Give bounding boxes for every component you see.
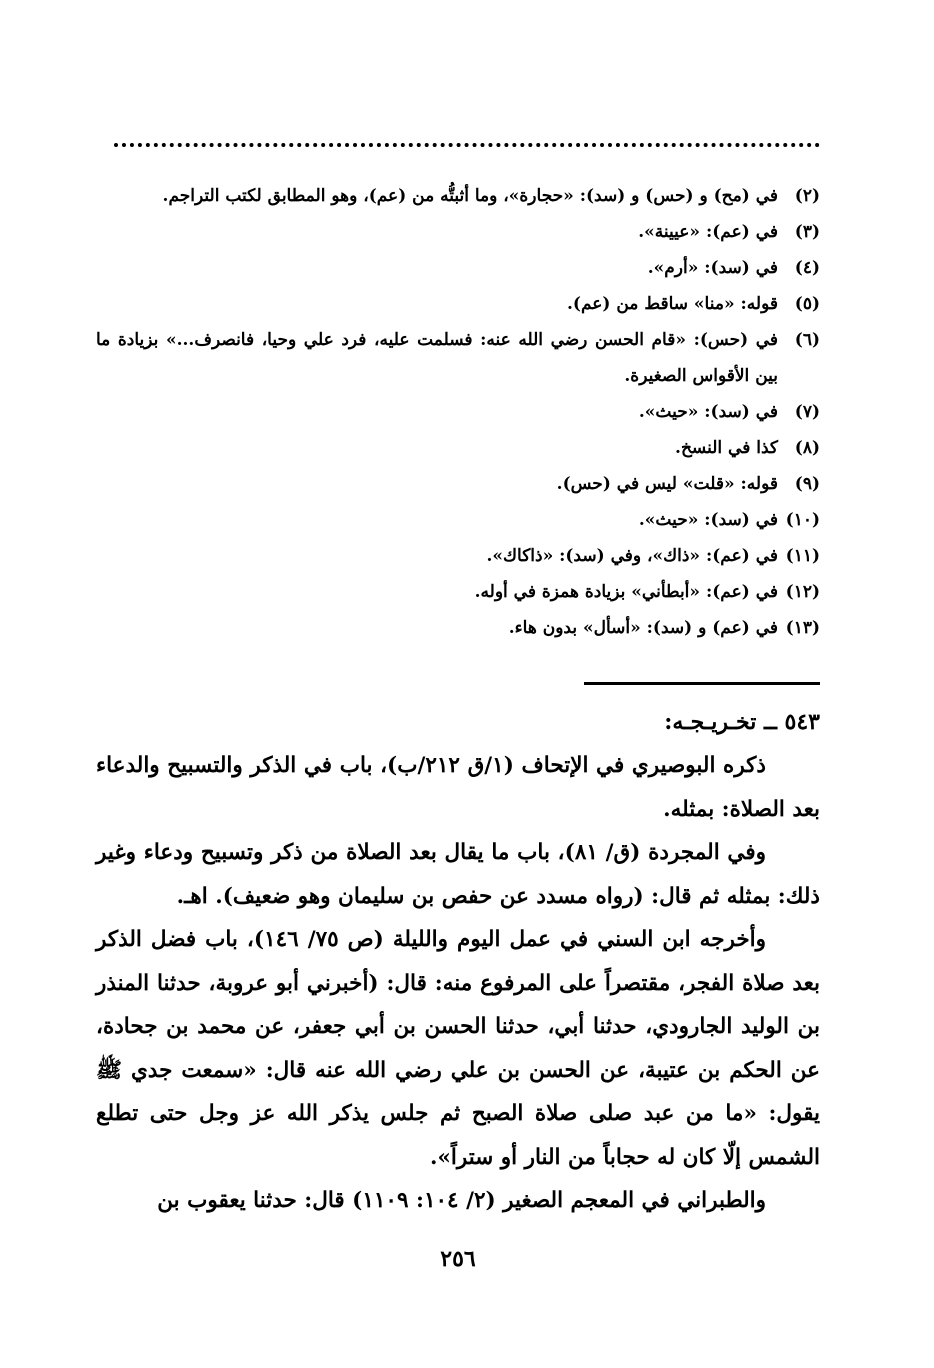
footnote-text: في (حس): «قام الحسن رضي الله عنه: فسلمت عليه، فرد علي وحيا، فانصرف...» بزيادة ما بين الأقواس الصغيرة. xyxy=(96,330,778,386)
footnote-number: (٤) xyxy=(794,258,820,278)
section-divider xyxy=(584,682,820,685)
footnote-item xyxy=(96,610,820,646)
footnote-text: في (عم): «أبطأني» بزيادة همزة في أوله. xyxy=(474,582,778,602)
footnote-number: (٥) xyxy=(794,294,820,314)
footnote-text: في (سد): «حيث». xyxy=(638,402,778,422)
footnote-text: في (سد): «حيث». xyxy=(638,510,778,530)
footnote-item xyxy=(96,394,820,430)
footnote-number: (٢) xyxy=(794,186,820,206)
dotted-separator xyxy=(114,143,820,147)
paragraph: والطبراني في المعجم الصغير (٢/ ١٠٤: ١١٠٩) قال: حدثنا يعقوب بن xyxy=(157,1188,766,1213)
book-page xyxy=(96,0,820,1368)
footnote-item xyxy=(96,502,820,538)
footnote-text: قوله: «قلت» ليس في (حس). xyxy=(556,474,778,494)
footnote-item xyxy=(96,538,820,574)
footnote-text: قوله: «منا» ساقط من (عم). xyxy=(566,294,778,314)
footnote-item xyxy=(96,574,820,610)
footnote-number: (٨) xyxy=(794,438,820,458)
footnote-text: في (عم): «عيينة». xyxy=(638,222,778,242)
footnote-text: في (عم) و (سد): «أسأل» بدون هاء. xyxy=(508,618,778,638)
footnote-item xyxy=(96,250,820,286)
footnote-text: في (عم): «ذاك»، وفي (سد): «ذاكاك». xyxy=(486,546,778,566)
paragraph: وفي المجردة (ق/ ٨١)، باب ما يقال بعد الصلاة من ذكر وتسبيح ودعاء وغير ذلك: بمثله ثم قال: (رواه مسدد عن حفص بن سليمان وهو ضعيف). اهـ. xyxy=(96,840,820,909)
footnote-number: (٩) xyxy=(794,474,820,494)
main-text xyxy=(96,744,820,1223)
footnote-number: (١٣) xyxy=(785,618,820,638)
footnote-item xyxy=(96,322,820,394)
footnote-item xyxy=(96,430,820,466)
footnote-number: (١٠) xyxy=(785,510,820,530)
footnote-item xyxy=(96,178,820,214)
footnote-number: (٣) xyxy=(794,222,820,242)
footnote-text: كذا في النسخ. xyxy=(675,438,778,458)
footnote-item xyxy=(96,466,820,502)
paragraph: وأخرجه ابن السني في عمل اليوم والليلة (ص ٧٥/ ١٤٦)، باب فضل الذكر بعد صلاة الفجر، مقتصراً على المرفوع منه: قال: (أخبرني أبو عروبة، حدثنا المنذر بن الوليد الجارودي، حدثنا أبي، حدثنا الحسن بن أبي جعفر، عن محمد بن جحادة، عن الحكم بن عتيبة، عن الحسن بن علي رضي الله عنه قال: «سمعت جدي ﷺ يقول: «ما من عبد صلى صلاة الصبح ثم جلس يذكر الله عز وجل حتى تطلع الشمس إلّا كان له حجاباً من النار أو ستراً». xyxy=(96,927,820,1170)
section-heading: ٥٤٣ ــ تخـريـجـه: xyxy=(664,709,820,735)
footnote-text: في (مح) و (حس) و (سد): «حجارة»، وما أثبتُّه من (عم)، وهو المطابق لكتب التراجم. xyxy=(162,186,778,206)
footnote-number: (٧) xyxy=(794,402,820,422)
footnotes-block xyxy=(96,178,820,646)
page-number: ٢٥٦ xyxy=(440,1246,476,1272)
footnote-item xyxy=(96,214,820,250)
footnote-text: في (سد): «أرم». xyxy=(647,258,778,278)
paragraph: ذكره البوصيري في الإتحاف (١/ق ٢١٢/ب)، باب في الذكر والتسبيح والدعاء بعد الصلاة: بمثله. xyxy=(96,753,820,822)
footnote-item xyxy=(96,286,820,322)
footnote-number: (٦) xyxy=(794,330,820,350)
footnote-number: (١١) xyxy=(785,546,820,566)
footnote-number: (١٢) xyxy=(785,582,820,602)
